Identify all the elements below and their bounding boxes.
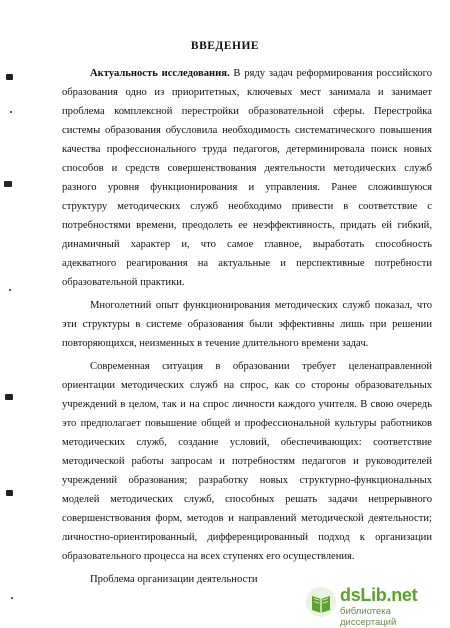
paragraph-line: адекватного реагирования на актуальные и перспективные потребности <box>62 258 432 269</box>
paragraph-line: динамичный характер и, что самое главное, выработать способность <box>62 239 432 250</box>
watermark-brand: dsLib.net <box>340 585 418 605</box>
paragraph-line: методической работы запросам и потребностям педагогов и руководителей <box>62 456 432 467</box>
paragraph-line: эти структуры в системе образования были эффективны лишь при решении <box>62 319 432 330</box>
paragraph-line: Современная ситуация в образовании требует целенаправленной <box>90 361 432 372</box>
scan-speck <box>11 597 13 599</box>
paragraph-line: методических служб, создание условий, обеспечивающих: соответствие <box>62 437 432 448</box>
paragraph-line: образования одно из приоритетных, ключевых мест занимала и занимает <box>62 87 432 98</box>
lead-continuation: В ряду задач реформирования российского <box>229 68 432 79</box>
paragraph-line: Проблема организации деятельности <box>90 574 258 585</box>
scan-mark <box>5 394 13 400</box>
paragraph-line: системы образования обусловила необходимость систематического повышения <box>62 125 432 136</box>
paragraph-line: это предполагает повышение общей и профессиональной культуры работников <box>62 418 432 429</box>
paragraph-line: Многолетний опыт функционирования методических служб показал, что <box>90 300 432 311</box>
scan-speck <box>10 111 12 113</box>
scan-mark <box>4 181 12 187</box>
paragraph-line: качества профессионального труда педагогов, детерминировала поиск новых <box>62 144 432 155</box>
paragraph-line: способов и средств совершенствования деятельности методических служб <box>62 163 432 174</box>
paragraph-line: моделей методических служб, способных решать задачи непрерывного <box>62 494 432 505</box>
book-logo-icon <box>304 585 338 619</box>
site-watermark[interactable] <box>304 585 442 628</box>
page-title: ВВЕДЕНИЕ <box>190 40 260 52</box>
paragraph-line: учреждений образования; разработку новых структурно-функциональных <box>62 475 432 486</box>
watermark-subtitle: библиотека диссертаций <box>340 606 397 628</box>
paragraph-line: проблема комплексной перестройки образовательной сферы. Перестройка <box>62 106 432 117</box>
paragraph-line: потребностями времени, преодолеть ее неэффективность, придать ей гибкий, <box>62 220 432 231</box>
paragraph-line: образовательной практики. <box>62 277 185 288</box>
paragraph-line: структуру методических служб необходимо привести в соответствие с <box>62 201 432 212</box>
scan-mark <box>6 490 13 496</box>
scan-mark <box>6 74 13 80</box>
scan-speck <box>9 289 11 291</box>
paragraph-line <box>90 68 432 80</box>
paragraph-line: образовательного процесса на всех ступенях его осуществления. <box>62 551 355 562</box>
paragraph-line: совершенствования форм, методов и направлений методической деятельности; <box>62 513 432 524</box>
paragraph-line: повторяющихся, неизменных в течение длительного времени задач. <box>62 338 369 349</box>
paragraph-line: личностно-ориентированный, дифференцированный подход к организации <box>62 532 432 543</box>
lead-phrase: Актуальность исследования. <box>90 68 230 79</box>
paragraph-line: ориентации методических служб на спрос, как со стороны образовательных <box>62 380 432 391</box>
paragraph-line: учреждений в целом, так и на спрос личности каждого учителя. В свою очередь <box>62 399 432 410</box>
paragraph-line: разного уровня функционирования и управления. Ранее сложившуюся <box>62 182 432 193</box>
